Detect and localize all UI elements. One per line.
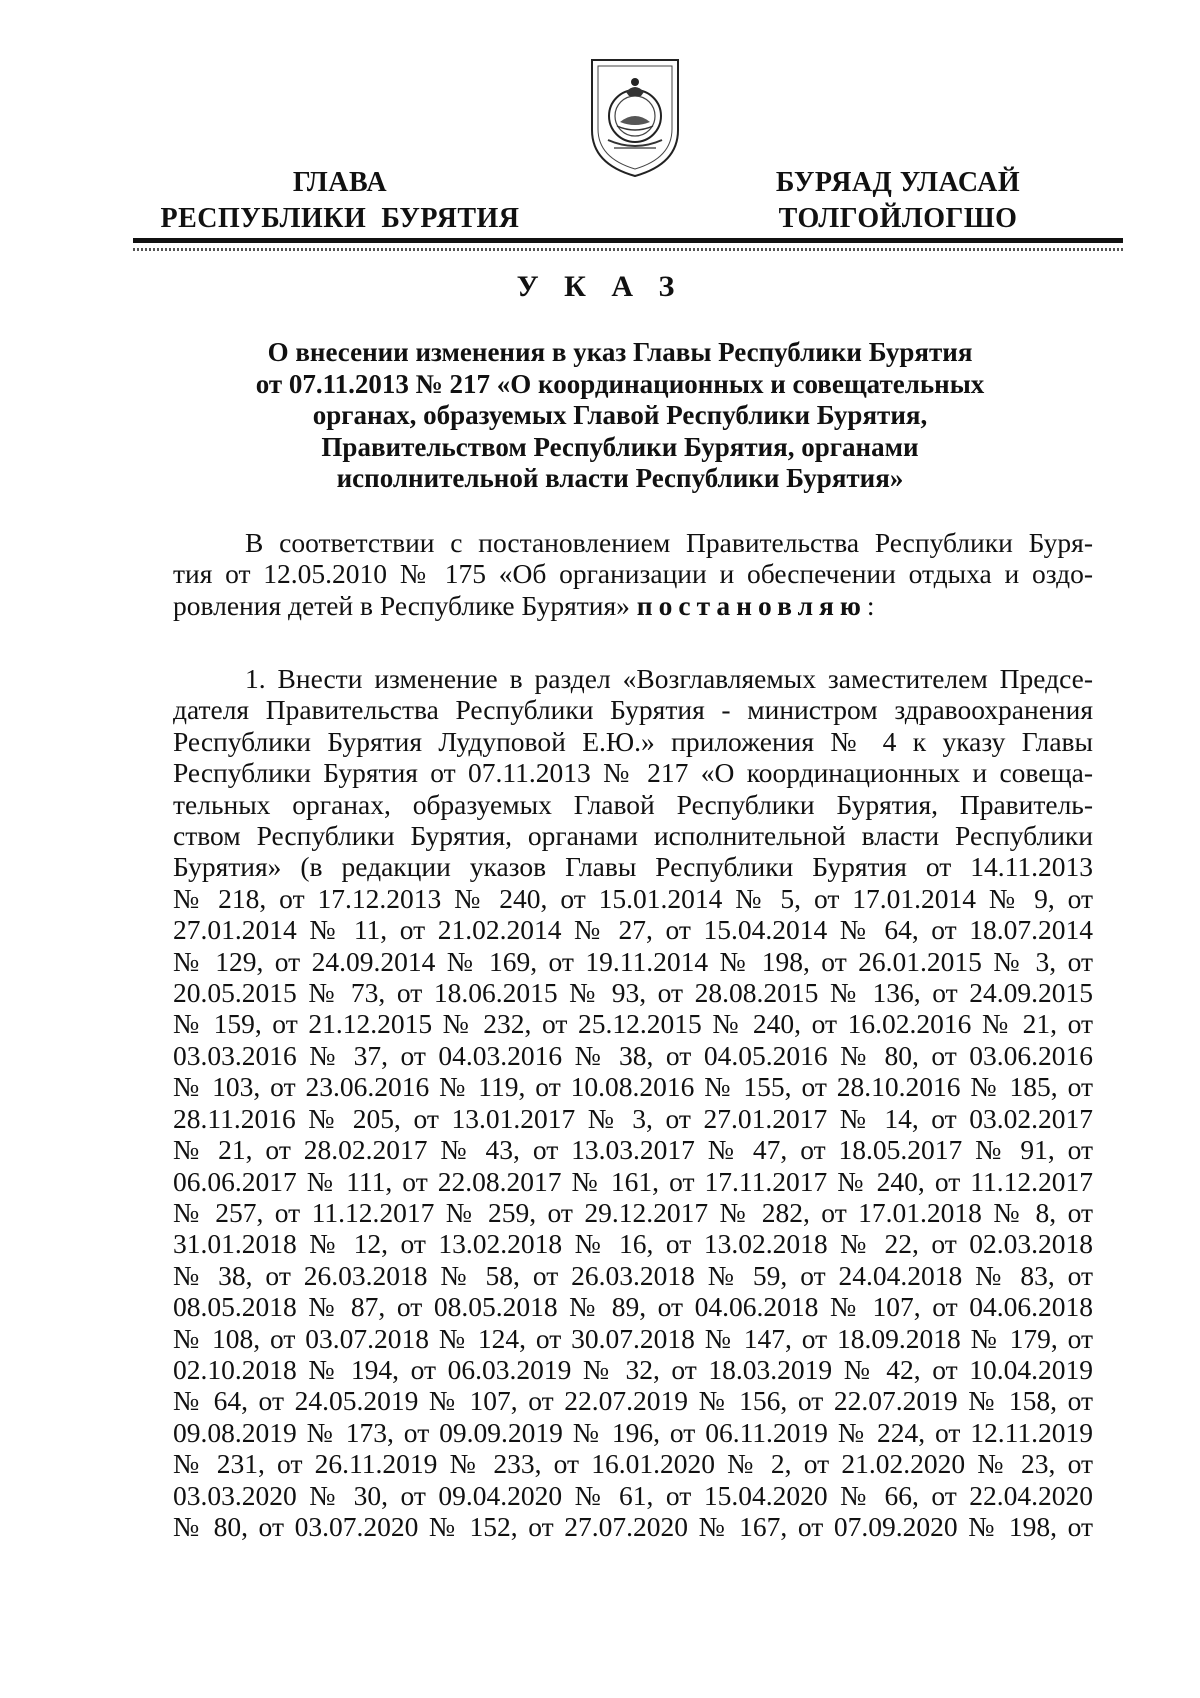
item-line: 06.06.2017 № 111, от 22.08.2017 № 161, от 17.11.2017 № 240, от 11.12.2017 xyxy=(173,1165,1093,1197)
item-line: № 108, от 03.07.2018 № 124, от 30.07.2018 № 147, от 18.09.2018 № 179, от xyxy=(173,1322,1093,1354)
item-line: 27.01.2014 № 11, от 21.02.2014 № 27, от 15.04.2014 № 64, от 18.07.2014 xyxy=(173,914,1093,946)
item-line: 1. Внести изменение в раздел «Возглавляемых заместителем Предсе- xyxy=(245,663,1093,694)
item-line: Республики Бурятия Лудуповой Е.Ю.» приложения № 4 к указу Главы xyxy=(173,725,1093,757)
item-line: № 80, от 03.07.2020 № 152, от 27.07.2020 № 167, от 07.09.2020 № 198, от xyxy=(173,1510,1093,1542)
item-line: № 129, от 24.09.2014 № 169, от 19.11.2014 № 198, от 26.01.2015 № 3, от xyxy=(173,945,1093,977)
item-line: Республики Бурятия от 07.11.2013 № 217 «О координационных и совеща- xyxy=(173,757,1093,789)
issuer-right xyxy=(728,165,1068,237)
preamble-line: В соответствии с постановлением Правительства Республики Буря- xyxy=(245,527,1093,558)
preamble-line xyxy=(173,590,1093,621)
title-line: исполнительной власти Республики Бурятия» xyxy=(336,463,904,493)
preamble-line-text: ровления детей в Республике Бурятия» xyxy=(173,589,630,621)
title-line: Правительством Республики Бурятия, органами xyxy=(321,431,919,462)
decree-colon: : xyxy=(866,589,875,621)
document-title xyxy=(220,337,1020,495)
item-line: № 38, от 26.03.2018 № 58, от 26.03.2018 № 59, от 24.04.2018 № 83, от xyxy=(173,1259,1093,1291)
item-line: № 231, от 26.11.2019 № 233, от 16.01.2020 № 2, от 21.02.2020 № 23, от xyxy=(173,1448,1093,1480)
title-line: от 07.11.2013 № 217 «О координационных и совещательных xyxy=(255,368,985,399)
item-line: № 21, от 28.02.2017 № 43, от 13.03.2017 № 47, от 18.05.2017 № 91, от xyxy=(173,1134,1093,1166)
item-line: ством Республики Бурятия, органами исполнительной власти Республики xyxy=(173,820,1093,852)
item-1-paragraph xyxy=(173,663,1093,1542)
item-line: 08.05.2018 № 87, от 08.05.2018 № 89, от 04.06.2018 № 107, от 04.06.2018 xyxy=(173,1291,1093,1323)
item-line: № 159, от 21.12.2015 № 232, от 25.12.2015 № 240, от 16.02.2016 № 21, от xyxy=(173,1008,1093,1040)
preamble-line: тия от 12.05.2010 № 175 «Об организации и обеспечении отдыха и оздо- xyxy=(173,558,1093,590)
item-line: 03.03.2020 № 30, от 09.04.2020 № 61, от 15.04.2020 № 66, от 22.04.2020 xyxy=(173,1479,1093,1511)
header-rule-thin xyxy=(133,248,1123,251)
item-line: 02.10.2018 № 194, от 06.03.2019 № 32, от 18.03.2019 № 42, от 10.04.2019 xyxy=(173,1353,1093,1385)
document-type: У К А З xyxy=(516,270,684,303)
item-line: тельных органах, образуемых Главой Республики Бурятия, Правитель- xyxy=(173,788,1093,820)
title-line: органах, образуемых Главой Республики Бурятия, xyxy=(312,400,928,430)
issuer-left xyxy=(150,165,530,237)
decree-word: постановляю xyxy=(636,589,867,621)
header-rule-thick xyxy=(133,238,1123,243)
item-line: № 218, от 17.12.2013 № 240, от 15.01.2014 № 5, от 17.01.2014 № 9, от xyxy=(173,882,1093,914)
title-line: О внесении изменения в указ Главы Республики Бурятия xyxy=(267,337,973,367)
item-line: 28.11.2016 № 205, от 13.01.2017 № 3, от 27.01.2017 № 14, от 03.02.2017 xyxy=(173,1102,1093,1134)
item-line: № 103, от 23.06.2016 № 119, от 10.08.2016 № 155, от 28.10.2016 № 185, от xyxy=(173,1071,1093,1103)
item-line: № 257, от 11.12.2017 № 259, от 29.12.2017 № 282, от 17.01.2018 № 8, от xyxy=(173,1196,1093,1228)
preamble-paragraph xyxy=(173,527,1093,621)
item-line: дателя Правительства Республики Бурятия - министром здравоохранения xyxy=(173,694,1093,726)
issuer-left-line1: ГЛАВА xyxy=(292,167,388,198)
item-line: № 64, от 24.05.2019 № 107, от 22.07.2019 № 156, от 22.07.2019 № 158, от xyxy=(173,1385,1093,1417)
item-line: 09.08.2019 № 173, от 09.09.2019 № 196, от 06.11.2019 № 224, от 12.11.2019 xyxy=(173,1416,1093,1448)
item-line: 31.01.2018 № 12, от 13.02.2018 № 16, от 13.02.2018 № 22, от 02.03.2018 xyxy=(173,1228,1093,1260)
item-line: Бурятия» (в редакции указов Главы Республики Бурятия от 14.11.2013 xyxy=(173,851,1093,883)
item-line: 20.05.2015 № 73, от 18.06.2015 № 93, от 28.08.2015 № 136, от 24.09.2015 xyxy=(173,977,1093,1009)
issuer-right-line1: БУРЯАД УЛАСАЙ xyxy=(775,167,1021,198)
issuer-right-line2: ТОЛГОЙЛОГШО xyxy=(778,203,1018,234)
item-line: 03.03.2016 № 37, от 04.03.2016 № 38, от 04.05.2016 № 80, от 03.06.2016 xyxy=(173,1039,1093,1071)
coat-of-arms-icon xyxy=(586,52,684,180)
issuer-left-line2: РЕСПУБЛИКИ БУРЯТИЯ xyxy=(160,203,520,234)
